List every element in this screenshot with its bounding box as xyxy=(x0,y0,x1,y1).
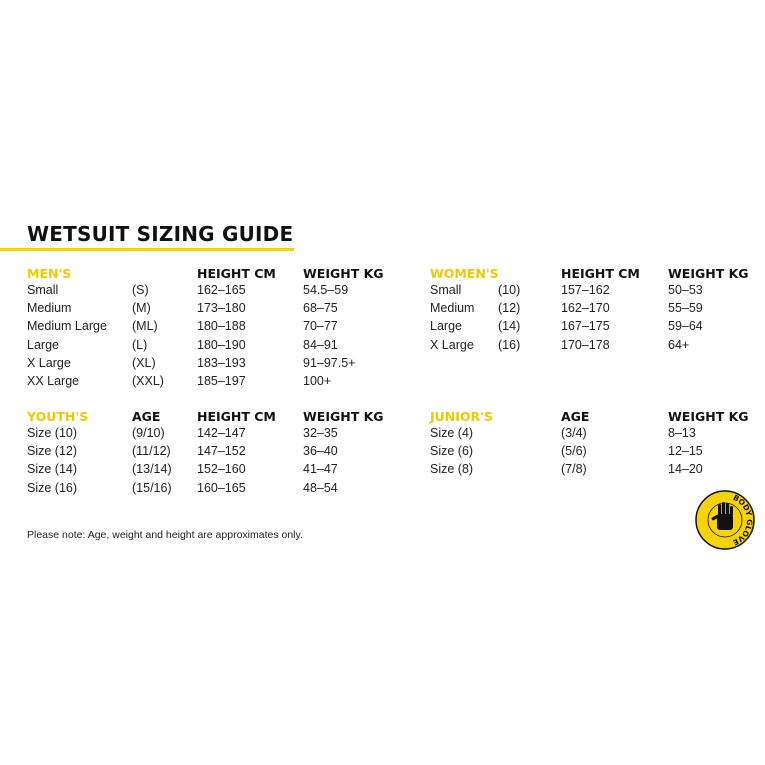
juniors-cell: Size (6) xyxy=(430,444,474,459)
womens-cell: 167–175 xyxy=(561,319,610,334)
title-underline xyxy=(0,248,294,251)
womens-cell: (16) xyxy=(498,337,521,352)
womens-cell: (10) xyxy=(498,283,521,297)
youths-cell: (9/10) xyxy=(132,426,165,440)
womens-header-2: HEIGHT CM xyxy=(561,266,640,281)
youths-cell: (11/12) xyxy=(132,444,171,459)
mens-cell: 173–180 xyxy=(197,301,246,316)
juniors-cell: Size (8) xyxy=(430,462,474,477)
youths-cell: (13/14) xyxy=(132,462,172,477)
mens-cell: (S) xyxy=(132,283,149,297)
juniors-cell: 12–15 xyxy=(668,444,703,459)
mens-cell: Medium xyxy=(27,301,72,316)
youths-cell: 152–160 xyxy=(197,462,246,477)
mens-header-2: HEIGHT CM xyxy=(197,266,276,281)
youths-cell: Size (12) xyxy=(27,444,78,459)
mens-cell: (XXL) xyxy=(132,374,164,388)
youths-header-0: YOUTH'S xyxy=(27,409,89,424)
mens-cell: Small xyxy=(27,283,59,297)
womens-cell: (12) xyxy=(498,301,521,316)
youths-header-3: WEIGHT KG xyxy=(303,409,384,424)
juniors-cell: (3/4) xyxy=(561,426,587,440)
youths-cell: 147–152 xyxy=(197,444,246,459)
mens-cell: XX Large xyxy=(27,374,80,388)
youths-cell: Size (16) xyxy=(27,480,78,495)
youths-cell: 160–165 xyxy=(197,480,246,495)
womens-cell: Medium xyxy=(430,301,475,316)
mens-cell: 84–91 xyxy=(303,337,338,352)
hand-logo-icon xyxy=(695,490,755,550)
mens-cell: 68–75 xyxy=(303,301,338,316)
youths-cell: 142–147 xyxy=(197,426,246,440)
mens-cell: 54.5–59 xyxy=(303,283,349,297)
juniors-cell: 14–20 xyxy=(668,462,703,477)
mens-cell: (M) xyxy=(132,301,151,316)
mens-cell: Large xyxy=(27,337,59,352)
womens-cell: Large xyxy=(430,319,462,334)
mens-cell: (ML) xyxy=(132,319,158,334)
page-title: WETSUIT SIZING GUIDE xyxy=(27,222,294,246)
youths-cell: 41–47 xyxy=(303,462,338,477)
youths-cell: 36–40 xyxy=(303,444,338,459)
mens-cell: X Large xyxy=(27,355,71,370)
juniors-header-2: WEIGHT KG xyxy=(668,409,749,424)
mens-header-3: WEIGHT KG xyxy=(303,266,384,281)
youths-header-2: HEIGHT CM xyxy=(197,409,276,424)
mens-header-0: MEN'S xyxy=(27,266,72,281)
womens-header-0: WOMEN'S xyxy=(430,266,499,281)
juniors-header-1: AGE xyxy=(561,409,590,424)
womens-cell: X Large xyxy=(430,337,474,352)
womens-cell: Small xyxy=(430,283,462,297)
mens-cell: 100+ xyxy=(303,374,332,388)
womens-header-3: WEIGHT KG xyxy=(668,266,749,281)
juniors-cell: (7/8) xyxy=(561,462,587,477)
mens-cell: 180–188 xyxy=(197,319,246,334)
womens-cell: 55–59 xyxy=(668,301,703,316)
mens-cell: 91–97.5+ xyxy=(303,355,356,370)
youths-cell: Size (10) xyxy=(27,426,78,440)
womens-cell: (14) xyxy=(498,319,521,334)
youths-cell: Size (14) xyxy=(27,462,78,477)
disclaimer-note: Please note: Age, weight and height are approximates only. xyxy=(27,529,303,541)
womens-cell: 50–53 xyxy=(668,283,703,297)
youths-cell: (15/16) xyxy=(132,480,172,495)
mens-cell: 185–197 xyxy=(197,374,246,388)
mens-cell: (L) xyxy=(132,337,148,352)
logo-text: BODY GLOVE xyxy=(731,492,755,548)
womens-cell: 157–162 xyxy=(561,283,610,297)
womens-cell: 59–64 xyxy=(668,319,703,334)
youths-cell: 48–54 xyxy=(303,480,338,495)
mens-cell: 70–77 xyxy=(303,319,338,334)
juniors-header-0: JUNIOR'S xyxy=(430,409,493,424)
mens-cell: (XL) xyxy=(132,355,156,370)
mens-cell: 183–193 xyxy=(197,355,246,370)
juniors-cell: 8–13 xyxy=(668,426,696,440)
juniors-cell: (5/6) xyxy=(561,444,587,459)
mens-cell: 180–190 xyxy=(197,337,246,352)
womens-cell: 170–178 xyxy=(561,337,610,352)
juniors-cell: Size (4) xyxy=(430,426,474,440)
youths-header-1: AGE xyxy=(132,409,161,424)
womens-cell: 64+ xyxy=(668,337,690,352)
womens-cell: 162–170 xyxy=(561,301,610,316)
mens-cell: 162–165 xyxy=(197,283,246,297)
youths-cell: 32–35 xyxy=(303,426,338,440)
mens-cell: Medium Large xyxy=(27,319,107,334)
